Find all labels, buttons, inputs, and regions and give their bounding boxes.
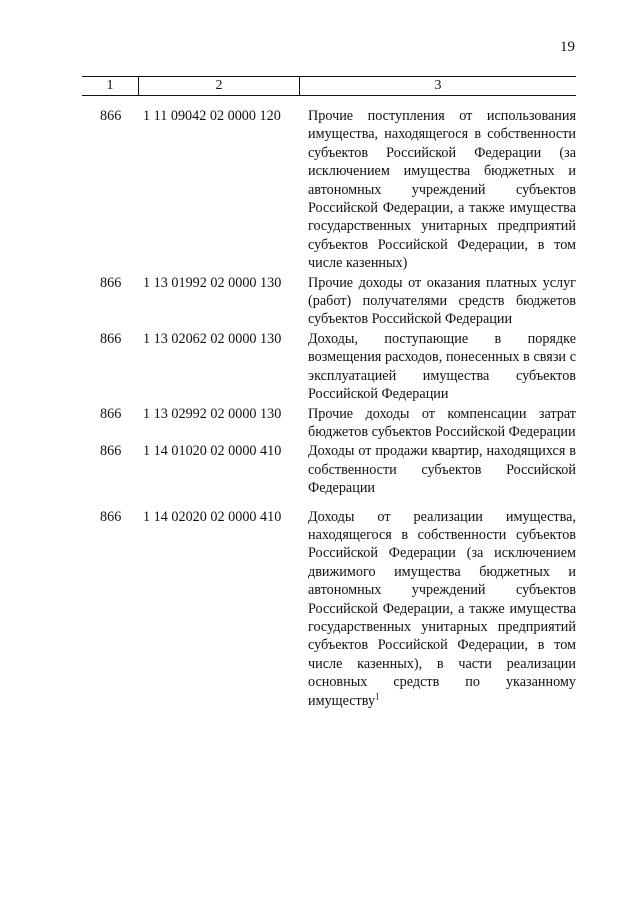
admin-code: 866 — [100, 108, 122, 124]
revenue-code: 1 14 02020 02 0000 410 — [143, 508, 282, 525]
footnote-marker: 1 — [375, 690, 380, 701]
table-row — [82, 274, 576, 329]
table-header — [82, 76, 576, 96]
header-col-3: 3 — [434, 78, 442, 93]
revenue-code: 1 13 02062 02 0000 130 — [143, 330, 282, 347]
header-col-1: 1 — [106, 78, 114, 93]
revenue-name: Прочие поступления от использования имущества, находящегося в собственности субъектов Российской Федерации (за исключением имущества бюджетных и автономных учреждений субъектов Российской Федерации, а также имущества государственных унитарных предприятий субъектов Российской Федерации, в том числе казенных) — [308, 108, 576, 272]
table-row — [82, 107, 576, 273]
revenue-name: Прочие доходы от оказания платных услуг (работ) получателями средств бюджетов субъектов Российской Федерации — [308, 274, 576, 328]
header-col-2: 2 — [215, 78, 223, 93]
revenue-code: 1 11 09042 02 0000 120 — [143, 108, 281, 124]
revenue-code: 1 13 02992 02 0000 130 — [143, 405, 282, 422]
revenue-code: 1 13 01992 02 0000 130 — [143, 274, 282, 291]
admin-code: 866 — [100, 443, 122, 460]
revenue-name: Прочие доходы от компенсации затрат бюджетов субъектов Российской Федерации — [308, 405, 576, 440]
revenue-name: Доходы от реализации имущества, находящегося в собственности субъектов Российской Федерации (за исключением движимого имущества бюджетных и автономных учреждений субъектов Российской Федерации, а также имущества государственных унитарных предприятий субъектов Российской Федерации, в том числе казенных), в части реализации основных средств по указанному имуществу — [308, 508, 576, 709]
table-body — [82, 107, 576, 710]
page-number: 19 — [560, 39, 575, 55]
revenue-code: 1 14 01020 02 0000 410 — [143, 443, 282, 460]
revenue-name: Доходы, поступающие в порядке возмещения расходов, понесенных в связи с эксплуатацией имущества субъектов Российской Федерации — [308, 330, 576, 403]
table-row — [82, 442, 576, 497]
admin-code: 866 — [100, 405, 122, 422]
table-row — [82, 330, 576, 404]
table-row — [82, 508, 576, 710]
revenue-name-cell — [308, 508, 576, 710]
admin-code: 866 — [100, 330, 122, 347]
table-row — [82, 405, 576, 442]
admin-code: 866 — [100, 508, 122, 525]
admin-code: 866 — [100, 274, 122, 291]
revenue-name: Доходы от продажи квартир, находящихся в собственности субъектов Российской Федерации — [308, 443, 576, 497]
